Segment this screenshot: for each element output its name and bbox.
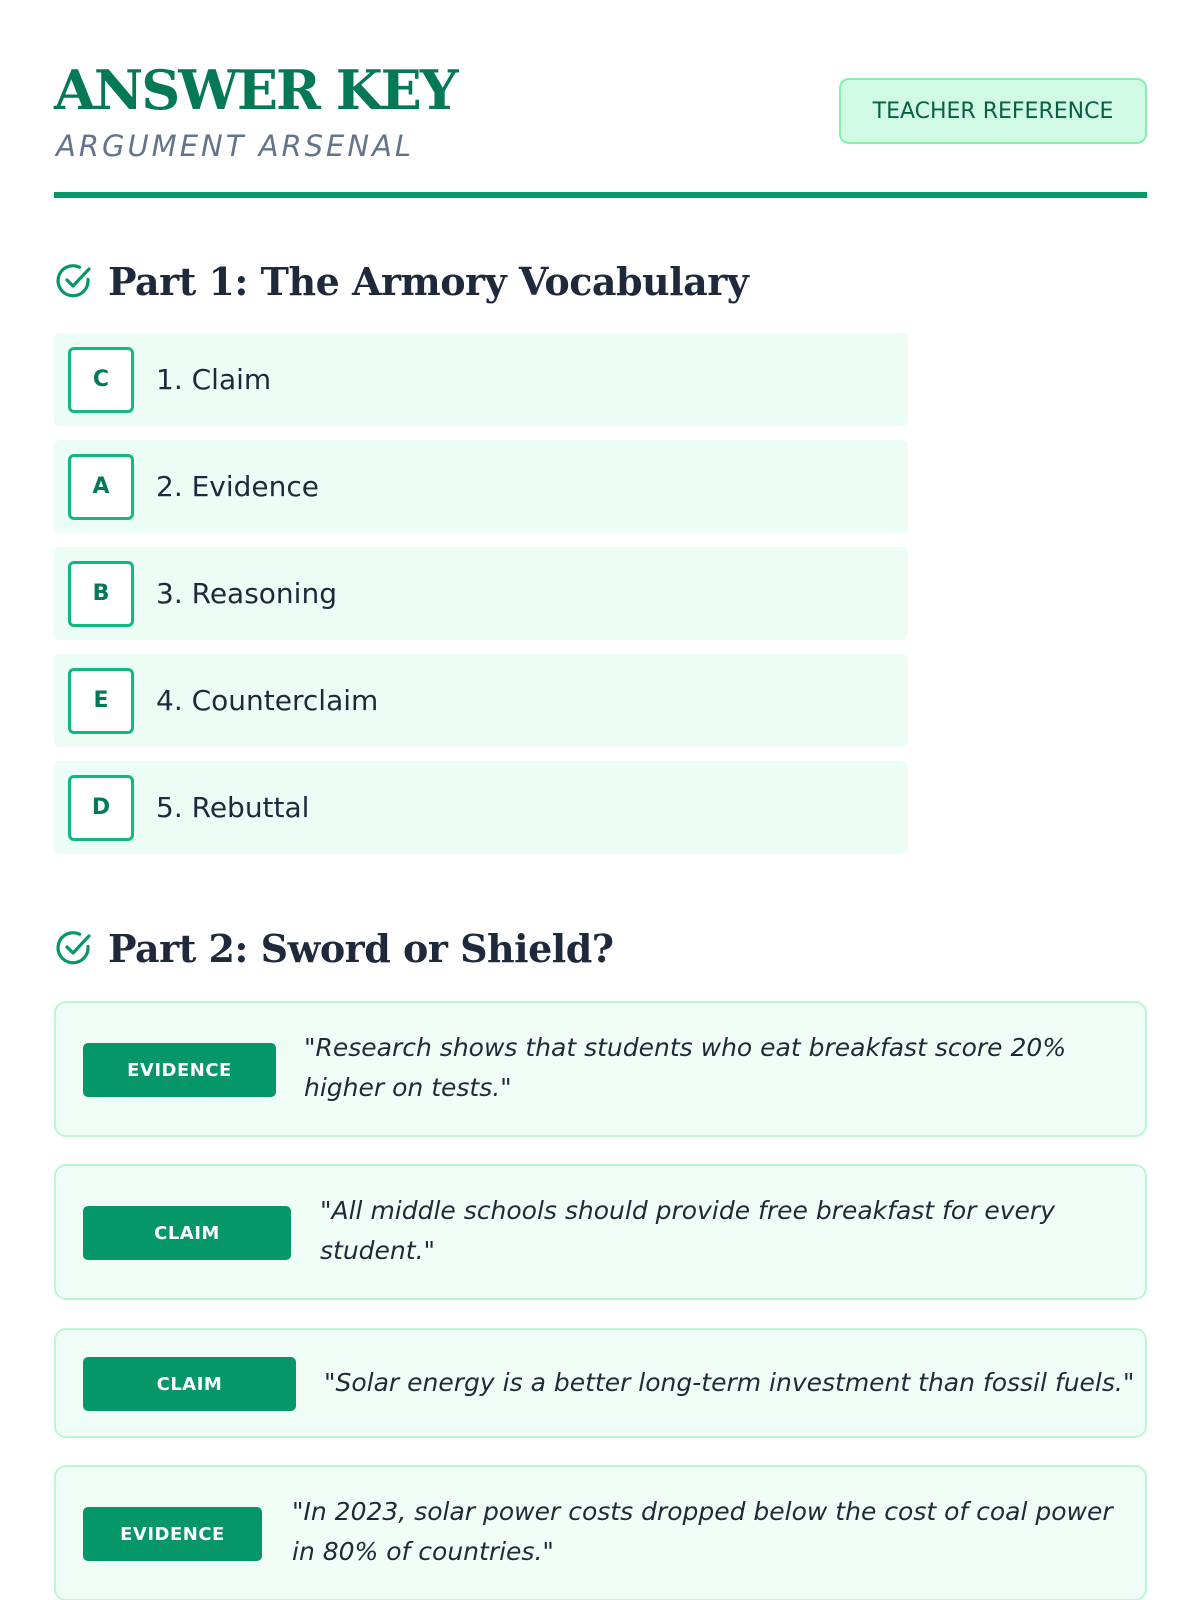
vocab-term: 5. Rebuttal <box>156 791 310 824</box>
teacher-reference-badge: TEACHER REFERENCE <box>839 78 1147 144</box>
answer-letter: E <box>68 668 134 734</box>
vocab-list <box>54 333 908 868</box>
page-subtitle: ARGUMENT ARSENAL <box>56 129 415 163</box>
quote-text: "Research shows that students who eat breakfast score 20% higher on tests." <box>304 1033 1067 1102</box>
answer-letter: A <box>68 454 134 520</box>
quote-card <box>54 1465 1147 1600</box>
part1-heading <box>54 256 748 306</box>
vocab-term: 1. Claim <box>156 363 272 396</box>
header-divider <box>54 192 1147 198</box>
answer-tag: CLAIM <box>83 1206 291 1260</box>
vocab-term: 2. Evidence <box>156 470 320 503</box>
part2-heading <box>54 923 614 973</box>
answer-letter: C <box>68 347 134 413</box>
quote-card <box>54 1328 1147 1438</box>
page-title: ANSWER KEY <box>54 58 457 122</box>
vocab-item <box>54 654 908 747</box>
check-circle-icon <box>54 261 94 301</box>
answer-letter: D <box>68 775 134 841</box>
quote-text: "In 2023, solar power costs dropped below the cost of coal power in 80% of countries." <box>292 1497 1113 1566</box>
quote-text: "Solar energy is a better long-term investment than fossil fuels." <box>324 1368 1135 1397</box>
answer-tag: CLAIM <box>83 1357 296 1411</box>
vocab-item <box>54 547 908 640</box>
quote-card <box>54 1001 1147 1137</box>
quote-card <box>54 1164 1147 1300</box>
vocab-item <box>54 333 908 426</box>
part2-title: Part 2: Sword or Shield? <box>108 925 614 971</box>
vocab-term: 3. Reasoning <box>156 577 337 610</box>
vocab-term: 4. Counterclaim <box>156 684 379 717</box>
answer-tag: EVIDENCE <box>83 1507 262 1561</box>
answer-letter: B <box>68 561 134 627</box>
part1-title: Part 1: The Armory Vocabulary <box>108 258 749 304</box>
answer-tag: EVIDENCE <box>83 1043 276 1097</box>
vocab-item <box>54 440 908 533</box>
vocab-item <box>54 761 908 854</box>
quote-text: "All middle schools should provide free breakfast for every student." <box>320 1196 1055 1265</box>
check-circle-icon <box>54 928 94 968</box>
header <box>54 58 1147 200</box>
